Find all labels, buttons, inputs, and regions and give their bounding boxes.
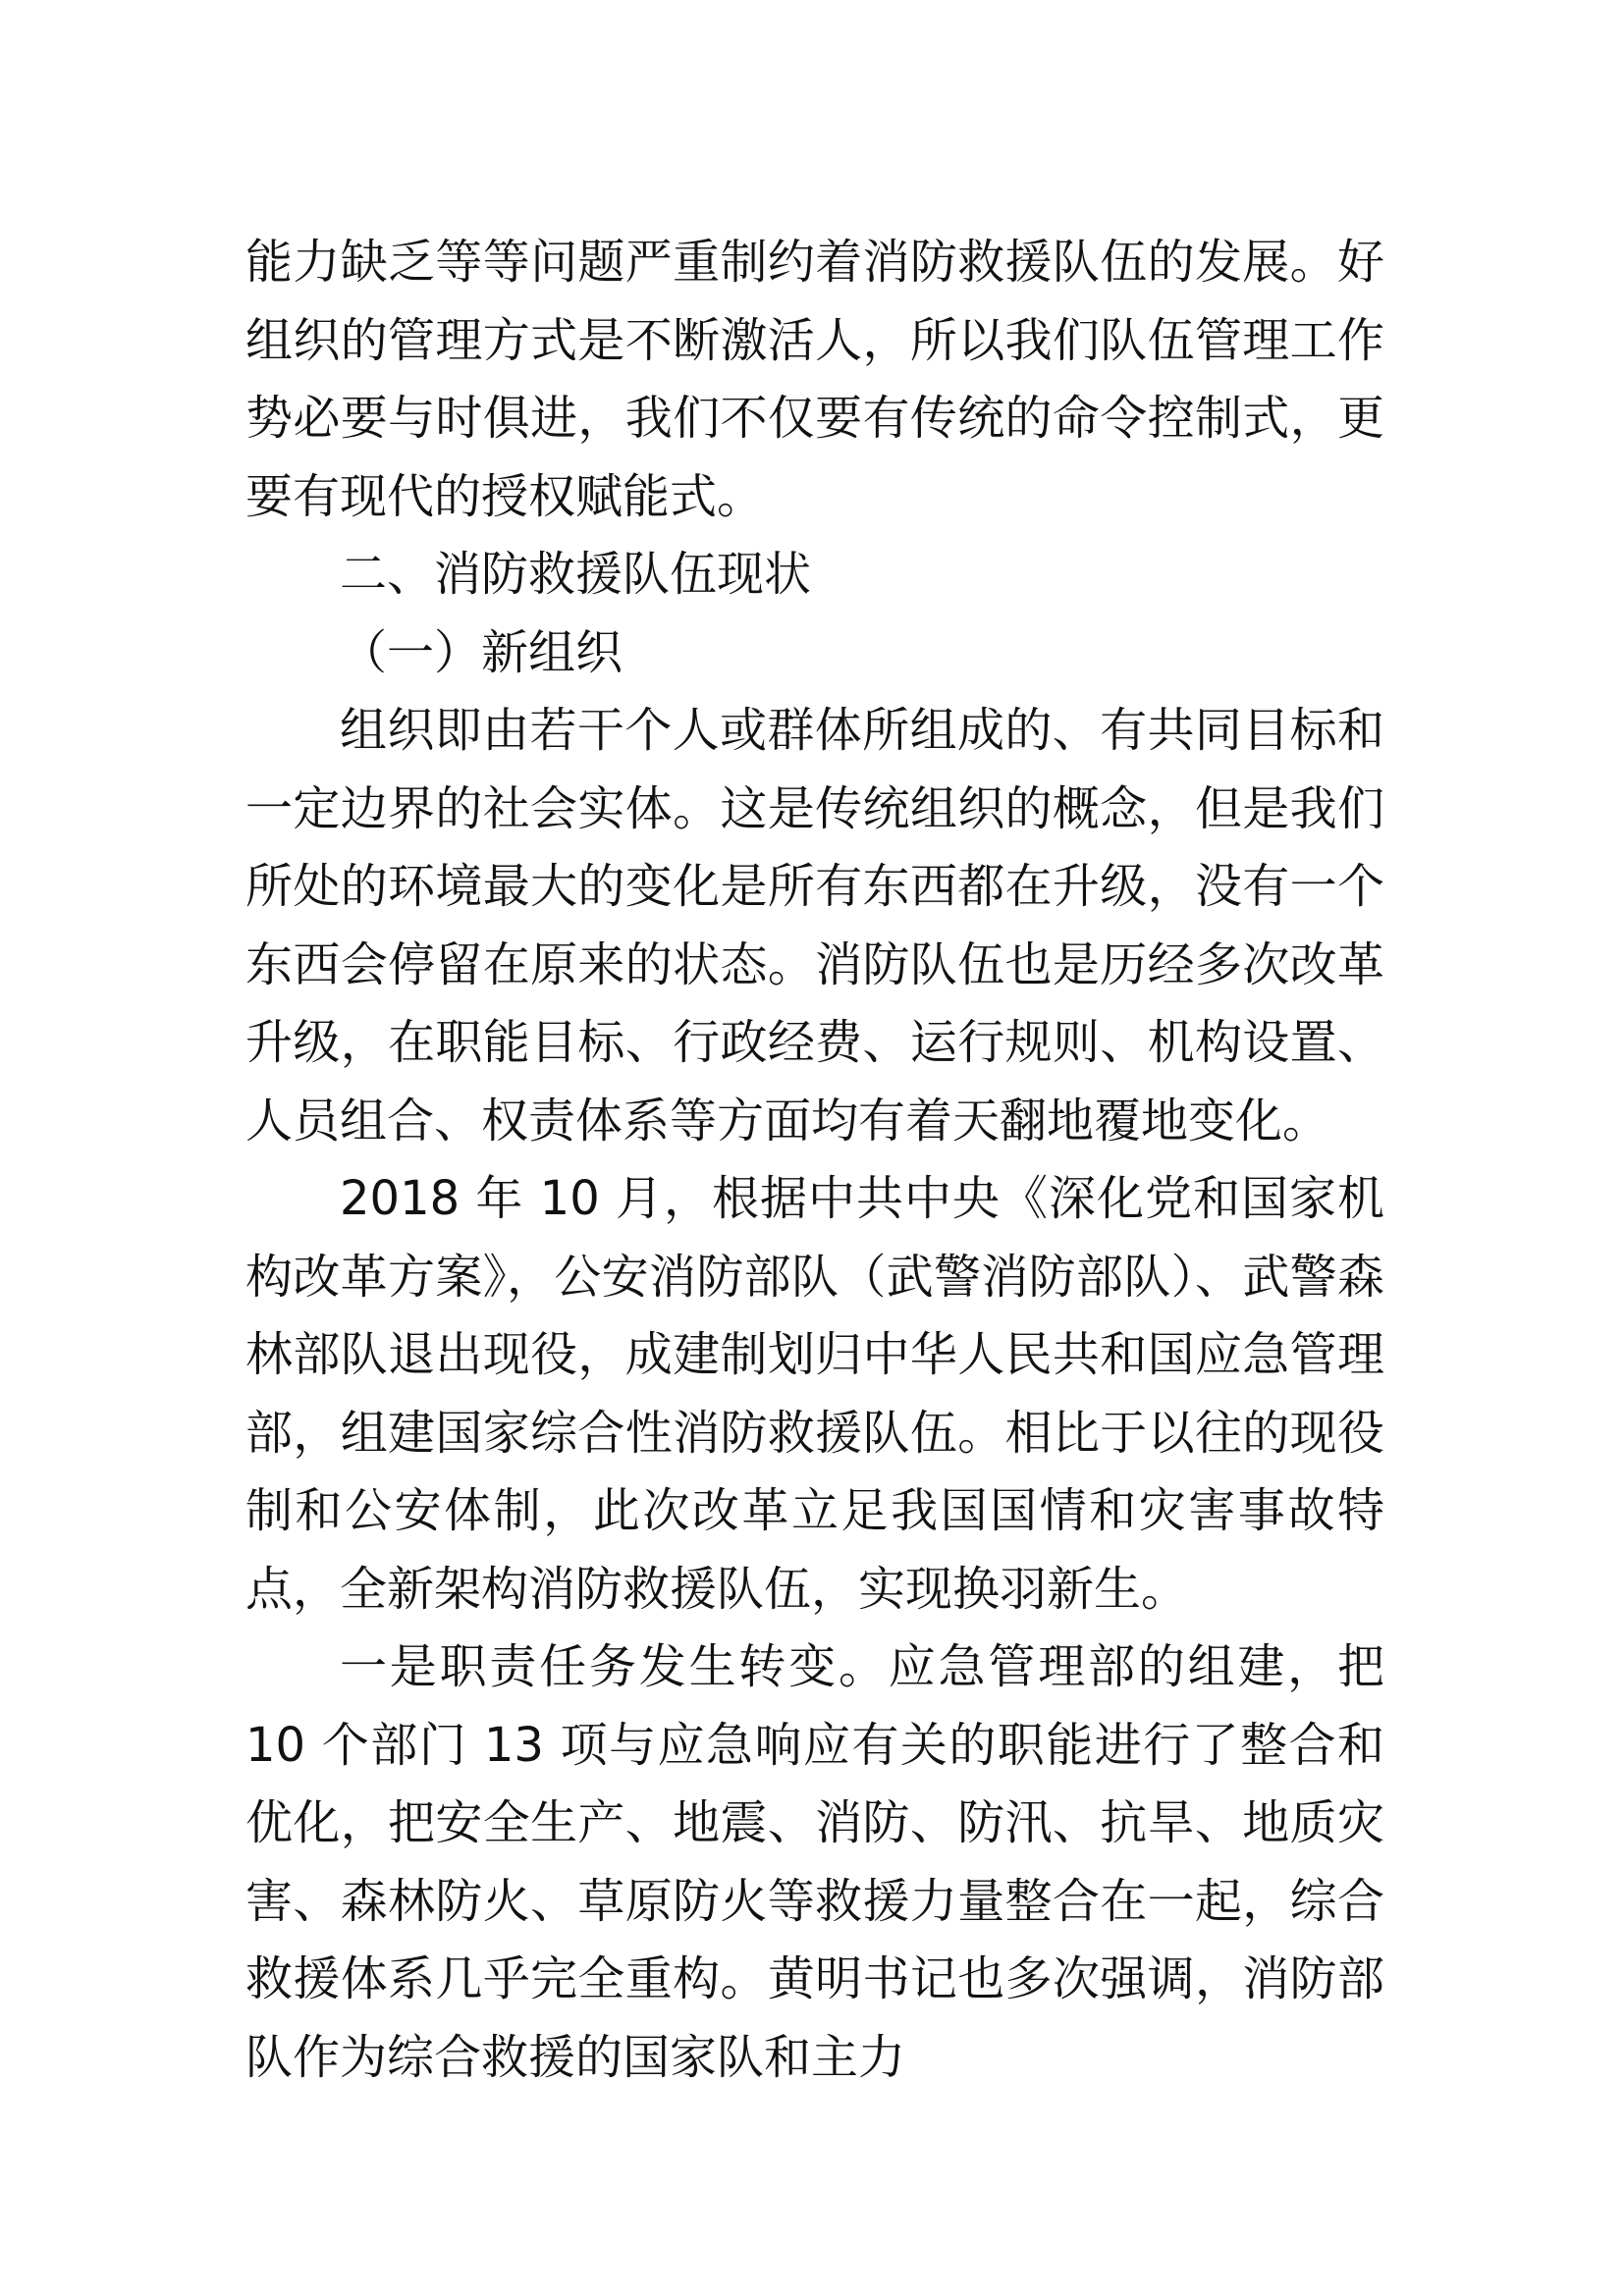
- paragraph: 2018 年 10 月，根据中共中央《深化党和国家机构改革方案》，公安消防部队（武警消防部队）、武警森林部队退出现役，成建制划归中华人民共和国应急管理部，组建国家综合性消防救援队伍。相比于以往的现役制和公安体制，此次改革立足我国国情和灾害事故特点，全新架构消防救援队伍，实现换羽新生。: [245, 1171, 1384, 1617]
- subsection-heading: （一）新组织: [340, 624, 623, 680]
- paragraph: 组织即由若干个人或群体所组成的、有共同目标和一定边界的社会实体。这是传统组织的概念，但是我们所处的环境最大的变化是所有东西都在升级，没有一个东西会停留在原来的状态。消防队伍也是历经多次改革升级，在职能目标、行政经费、运行规则、机构设置、人员组合、权责体系等方面均有着天翻地覆地变化。: [245, 703, 1384, 1148]
- paragraph: 一是职责任务发生转变。应急管理部的组建，把 10 个部门 13 项与应急响应有关的职能进行了整合和优化，把安全生产、地震、消防、防汛、抗旱、地质灾害、森林防火、草原防火等救援力量整合在一起，综合救援体系几乎完全重构。黄明书记也多次强调，消防部队作为综合救援的国家队和主力: [245, 1639, 1384, 2085]
- paragraph-continued: 能力缺乏等等问题严重制约着消防救援队伍的发展。好组织的管理方式是不断激活人，所以我们队伍管理工作势必要与时俱进，我们不仅要有传统的命令控制式，更要有现代的授权赋能式。: [245, 235, 1384, 524]
- section-heading: 二、消防救援队伍现状: [340, 547, 812, 602]
- document-body: [245, 224, 1384, 2097]
